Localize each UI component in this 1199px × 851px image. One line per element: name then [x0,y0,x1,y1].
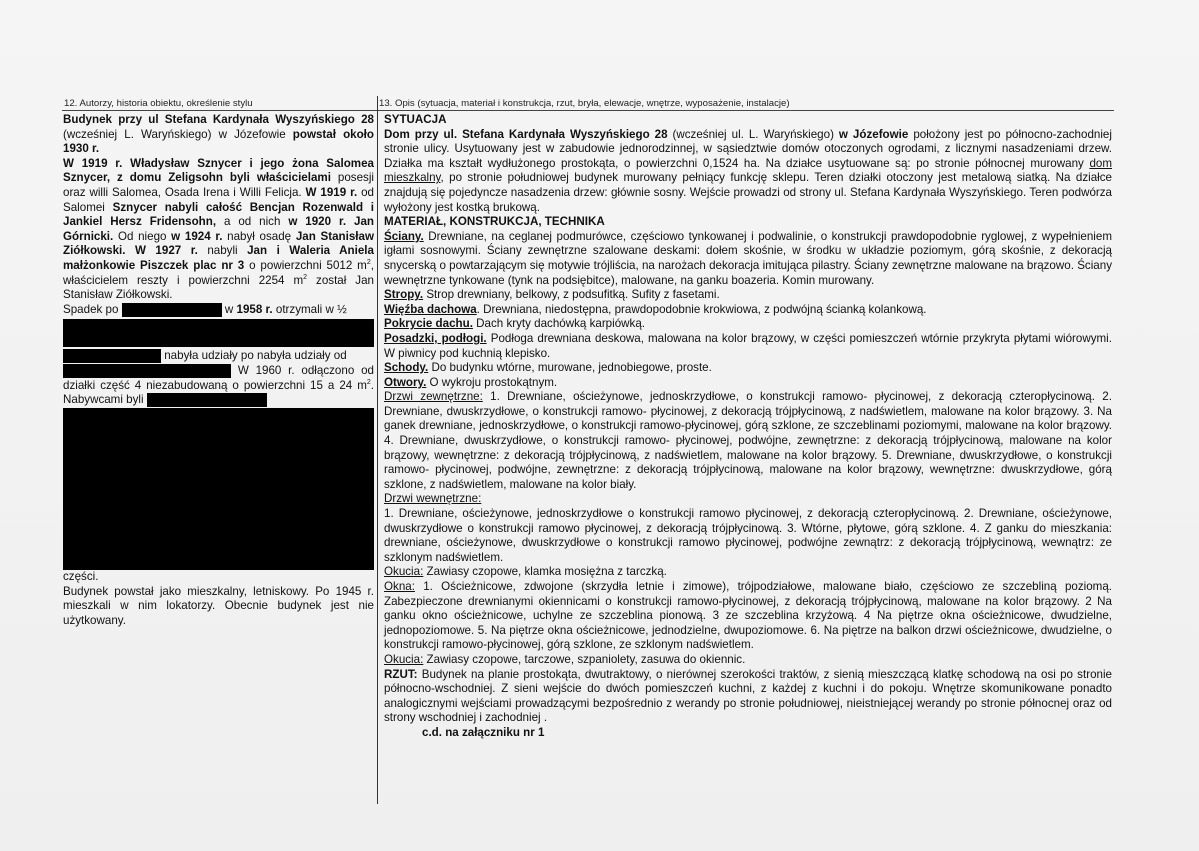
okna-paragraph: Okna: 1. Ościeżnicowe, zdwojone (skrzydła letnie i zimowe), trójpodziałowe, malowane biało, częściowo ze szczebliną poziomą. Zabezpieczone drewnianymi okiennicami o konstrukcji ramowo-płycinowej, z dekoracją trójpłycinową, malowane na kolor brązowy. 2 Na ganku okno ościeżnicowe, uchylne ze szczeblina pionową. 3 ze szczeblina krzyżową. 4 Na piętrze okna ościeżnicowe, dwudzielne, jednopoziomowe. 5. Na piętrze okna ościeżnicowe, jednodzielne, dwupoziomowe. 6. Na piętrze na balkon drzwi ościeżnicowe, dwudzielne, o konstrukcji ramowo-płycinowej, górą szklone, ze szklonym nadświetlem. [384,580,1112,652]
column-divider [377,96,378,804]
history-paragraph-3-end: części. [63,569,99,583]
wiezba-paragraph: Więźba dachowa. Drewniana, niedostępna, prawdopodobnie krokwiowa, z podwójną ścianką kolankową. [384,302,927,316]
redaction-block [63,408,374,570]
continuation-note: c.d. na załączniku nr 1 [422,725,545,739]
history-paragraph-3: Spadek po w 1958 r. otrzymali w ½ [63,302,347,316]
redaction-bar [63,364,231,378]
rzut-paragraph: RZUT: Budynek na planie prostokąta, dwutraktowy, o nierównej szerokości traktów, z sienią mieszczącą klatkę schodową na osi po stronie północno-wschodniej. Z sieni wejście do dwóch pomieszczeń kuchni, z każdej z kuchni i do pokoju. Wnętrze skomunikowane ponadto analogicznymi wejściami prowadzącymi bezpośrednio z werandy po stronie południowej, nieistniejącej werandy po stronie północnej oraz od strony wschodniej i zachodniej . [384,667,1112,725]
pokrycie-paragraph: Pokrycie dachu. Dach kryty dachówką karpiówką. [384,317,645,331]
redaction-bar [147,393,267,407]
drzwi-wewnetrzne-paragraph: 1. Drewniane, ościeżynowe, jednoskrzydłowe o konstrukcji ramowo płycinowej, z dekoracją czteropłycinową. 2. Drewniane, ościeżynowe, dwuskrzydłowe o konstrukcji ramowo płycinowej, z dekoracją trójpłycinową. 3. Wtórne, płytowe, górą szklone. 4. Z ganku do mieszkania: drewniane, ościeżynowe, dwuskrzydłowe o konstrukcji ramowo płycinowej, podwójne zewnątrz: z dekoracją trójpłycinową, wewnątrz: ze szklonym nadświetlem. [384,507,1112,564]
drzwi-wewnetrzne-label: Drzwi wewnętrzne: [384,492,482,506]
stropy-paragraph: Stropy. Strop drewniany, belkowy, z podsufitką. Sufity z fasetami. [384,288,720,302]
left-header-rule [62,110,377,111]
okucia-paragraph-1: Okucia: Zawiasy czopowe, klamka mosiężna z tarczką. [384,565,667,579]
right-header-rule [378,110,1114,111]
drzwi-zewnetrzne-paragraph: Drzwi zewnętrzne: 1. Drewniane, ościeżynowe, jednoskrzydłowe, o konstrukcji ramowo- płycinowej, z dekoracją czteropłycinową. 2. Drewniane, dwuskrzydłowe, o konstrukcji ramowo- płycinowej, z dekoracją trójpłycinową, z nadświetlem, malowane na kolor brązowy. 3. Na ganek drewniane, jednoskrzydłowe, o konstrukcji ramowo-płycinowej, górą szklone, ze szczeblinami poziomymi, malowane na kolor brązowy. 4. Drewniane, dwuskrzydłowe, o konstrukcji ramowo- płycinowej, podwójne, zewnętrzne: z dekoracją trójpłycinową, malowane na kolor brązowy, wewnętrzne: z dekoracją trójpłycinową, z nadświetlem, malowane na kolor brązowy. 5. Drewniane, dwuskrzydłowe, o konstrukcji ramowo- płycinowej, podwójne, zewnętrzne: z dekoracją trójpłycinową, malowane na kolor brązowy, wewnętrzne: dwuskrzydłowe, górą szklone, z nadświetlem, malowane na kolor biały. [384,390,1112,491]
left-column-header: 12. Autorzy, historia obiektu, określenie stylu [64,98,253,109]
schody-paragraph: Schody. Do budynku wtórne, murowane, jednobiegowe, proste. [384,361,712,375]
history-paragraph-1: Budynek przy ul Stefana Kardynała Wyszyńskiego 28 (wcześniej L. Waryńskiego) w Józefowie powstał około 1930 r. [63,113,374,156]
section-heading-sytuacja: SYTUACJA [384,113,447,126]
history-paragraph-4: Budynek powstał jako mieszkalny, letniskowy. Po 1945 r. mieszkali w nim lokatorzy. Obecnie budynek jest nie użytkowany. [63,584,374,627]
history-paragraph-2: W 1919 r. Władysław Sznycer i jego żona Salomea Sznycer, z domu Zeligsohn byli właścicielami posesji oraz willi Salomea, Osada Irena i Willi Felicja. W 1919 r. od Salomei Sznycer nabyli całość Bencjan Rozenwald i Jankiel Hersz Fridensohn, a od nich w 1920 r. Jan Górnicki. Od niego w 1924 r. nabył osadę Jan Stanisław Ziółkowski. W 1927 r. nabyli Jan i Waleria Aniela małżonkowie Piszczek plac nr 3 o powierzchni 5012 $m^2$, właścicielem reszty i powierzchni 2254 $m^2$ został Jan Stanisław Ziółkowski. [63,156,374,302]
redaction-bar [63,349,161,363]
building-name: Budynek przy ul Stefana Kardynała Wyszyńskiego 28 [63,113,374,126]
okucia-paragraph-2: Okucia: Zawiasy czopowe, tarczowe, szpaniolety, zasuwa do okiennic. [384,652,746,666]
sciany-paragraph: Ściany. Drewniane, na ceglanej podmurówce, częściowo tynkowanej i podwalinie, o konstrukcji prawdopodobnie ryglowej, z wypełnieniem igłami sosnowymi. Ściany zewnętrzne szalowane deskami: dołem skośnie, w środku w układzie poziomym, górą skośnie, z dekoracją snycerską o powtarzającym się motywie trójliścia, na narożach dekoracja imitująca pilastry. Ściany zewnętrzne malowane na brązowo. Ściany wewnętrzne tynkowane (tynk na podsiębitce), malowane, na ganku boazeria. Komin murowany. [384,229,1112,287]
otwory-paragraph: Otwory. O wykroju prostokątnym. [384,375,558,389]
history-column: Budynek przy ul Stefana Kardynała Wyszyńskiego 28 (wcześniej L. Waryńskiego) w Józefowie powstał około 1930 r. W 1919 r. Władysław Sznycer i jego żona Salomea Sznycer, z domu Zeligsohn byli właścicielami posesji oraz willi Salomea, Osada Irena i Willi Felicja. W 1919 r. od Salomei Sznycer nabyli całość Bencjan Rozenwald i Jankiel Hersz Fridensohn, a od nich w 1920 r. Jan Górnicki. Od niego w 1924 r. nabył osadę Jan Stanisław Ziółkowski. W 1927 r. nabyli Jan i Waleria Aniela małżonkowie Piszczek plac nr 3 o powierzchni 5012 $m^2$, właścicielem reszty i powierzchni 2254 $m^2$ został Jan Stanisław Ziółkowski. Spadek po w 1958 r. otrzymali w ½ nabyła udziały po nabyła udziały od W 1960 r. odłączono od działki część 4 niezabudowaną o powierzchni 15 a 24 $m^2$. Nabywcami byli części. Budynek powstał jako mieszkalny, letniskowy. Po 1945 r. mieszkali w nim lokatorzy. Obecnie budynek jest nie użytkowany. [63,113,374,627]
posadzki-paragraph: Posadzki, podłogi. Podłoga drewniana deskowa, malowana na kolor brązowy, w części pomieszczeń wtórnie przykryta płytami wiórowymi. W piwnicy pod kuchnią klepisko. [384,331,1112,360]
redaction-bar [63,319,374,347]
right-column-header: 13. Opis (sytuacja, materiał i konstrukcja, rzut, bryła, elewacje, wnętrze, wyposażenie, instalacje) [379,98,790,109]
description-column [384,113,1112,741]
section-heading-material: MATERIAŁ, KONSTRUKCJA, TECHNIKA [384,215,605,229]
redaction-bar [122,303,222,317]
sytuacja-paragraph: Dom przy ul. Stefana Kardynała Wyszyńskiego 28 (wcześniej ul. L. Waryńskiego) w Józefowie położony jest po północno-zachodniej stronie ulicy. Usytuowany jest w zabudowie jednorodzinnej, w sąsiedztwie domów otoczonych ogrodami, z licznymi nasadzeniami drzew. Działka ma kształt wydłużonego prostokąta, o powierzchni 0,1524 ha. Na działce usytuowane są: po stronie północnej murowany dom mieszkalny, po stronie południowej budynek murowany pełniący funkcję sklepu. Teren działki otoczony jest metalową siatką. Na działce znajdują się pojedyncze nasadzenia drzew: głównie sosny. Wejście prowadzi od strony ul. Stefana Kardynała Wyszyńskiego. Teren podwórza wyłożony jest kostką brukową. [384,127,1112,214]
